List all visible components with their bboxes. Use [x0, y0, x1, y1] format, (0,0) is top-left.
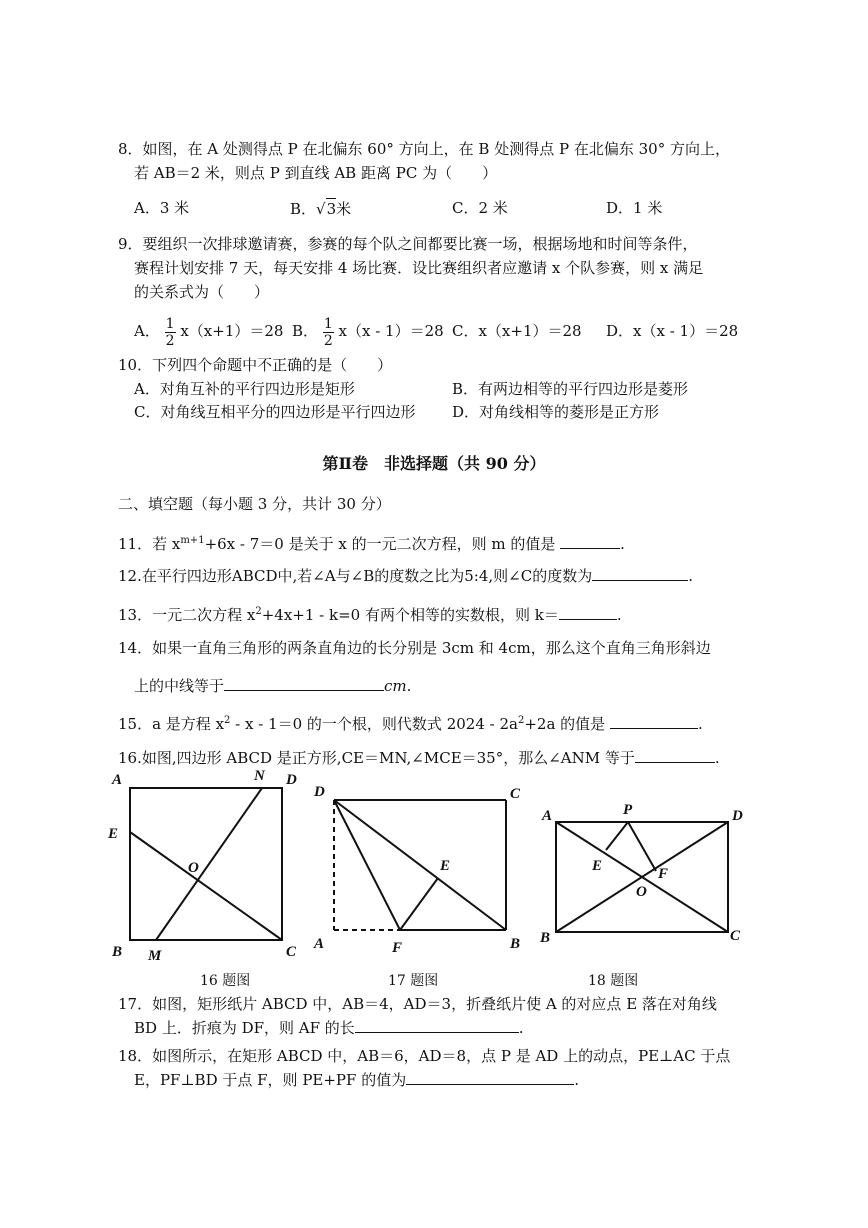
q10-option-c: C．对角线互相平分的四边形是平行四边形 [134, 403, 416, 421]
q8-option-b: B．√3米 [290, 200, 352, 218]
fig18-label-b: B [540, 930, 551, 946]
fig17-label-e: E [440, 858, 451, 874]
fig18-label-a: A [542, 808, 553, 824]
fig16-caption: 16 题图 [200, 973, 251, 989]
figure-18 [534, 794, 758, 954]
q15-answer-blank[interactable] [610, 714, 698, 729]
fig18-label-e: E [592, 858, 603, 874]
q9-b-fraction: $\frac{1}{2}$ [323, 315, 333, 349]
q9-stem-line3: 的关系式为（ ） [134, 283, 270, 301]
fig18-label-c: C [730, 928, 741, 944]
q14-line2: 上的中线等于 cm. [134, 677, 412, 695]
section-title: 第Ⅱ卷 非选择题（共 90 分） [322, 454, 546, 473]
fig16-segment-mn [156, 788, 262, 940]
q18-line2: E，PF⊥BD 于点 F，则 PE+PF 的值为 . [134, 1071, 579, 1089]
fig16-label-o: O [188, 860, 199, 876]
q9-stem-line1: 9．要组织一次排球邀请赛，参赛的每个队之间都要比赛一场，根据场地和时间等条件， [118, 235, 698, 253]
fig16-label-a: A [112, 772, 123, 788]
q10-option-a: A．对角互补的平行四边形是矩形 [134, 380, 355, 398]
q17-line2: BD 上．折痕为 DF，则 AF 的长 . [134, 1019, 524, 1037]
figure-17 [306, 776, 530, 956]
q12-answer-blank[interactable] [592, 566, 688, 581]
q8-stem-line1: 8．如图，在 A 处测得点 P 在北偏东 60° 方向上，在 B 处测得点 P 在北偏东 30° 方向上， [118, 140, 730, 158]
fig18-segment-pe [606, 822, 628, 850]
part2-title: 二、填空题（每小题 3 分，共计 30 分） [118, 495, 391, 513]
fig18-label-p: P [623, 802, 633, 818]
q8-option-c: C．2 米 [452, 199, 508, 217]
fig17-label-b: B [510, 936, 521, 952]
q10-option-b: B．有两边相等的平行四边形是菱形 [452, 380, 689, 398]
q9-option-b: B． $\frac{1}{2}$ x（x - 1）＝28 [292, 315, 444, 349]
q8-stem-line2: 若 AB＝2 米，则点 P 到直线 AB 距离 PC 为（ ） [134, 164, 498, 182]
q8-option-a: A．3 米 [134, 199, 190, 217]
q11-answer-blank[interactable] [560, 534, 620, 549]
q9-stem-line2: 赛程计划安排 7 天，每天安排 4 场比赛．设比赛组织者应邀请 x 个队参赛，则 x 满足 [134, 259, 704, 277]
fig18-segment-pf [628, 822, 656, 871]
fig17-crease-df [334, 800, 400, 930]
fig17-segment-fe [400, 878, 438, 930]
q12: 12.在平行四边形ABCD中,若∠A与∠B的度数之比为5:4,则∠C的度数为 . [118, 567, 693, 585]
fig16-label-m: M [148, 948, 162, 964]
fig18-label-f: F [658, 866, 669, 882]
q9-option-c: C．x（x+1）＝28 [452, 322, 582, 340]
q8-option-d: D．1 米 [606, 199, 663, 217]
fig17-label-f: F [392, 940, 403, 956]
q9-option-d: D．x（x - 1）＝28 [606, 322, 739, 340]
fig17-label-d: D [314, 784, 325, 800]
q18-line1: 18．如图所示，在矩形 ABCD 中，AB＝6，AD＝8，点 P 是 AD 上的动点，PE⊥AC 于点 [118, 1047, 731, 1065]
fig17-label-c: C [510, 786, 521, 802]
q15: 15．a 是方程 $x^2 - x - 1=0$ 的一个根，则代数式 $2024 - 2a^2+2a$ 的值是 . [118, 715, 703, 733]
fig16-label-d: D [286, 772, 297, 788]
q10-stem: 10．下列四个命题中不正确的是（ ） [118, 356, 393, 374]
figure-16 [104, 762, 304, 968]
q9-option-a: A． $\frac{1}{2}$ x（x+1）＝28 [134, 315, 284, 349]
q9-a-fraction: $\frac{1}{2}$ [165, 315, 175, 349]
fig17-caption: 17 题图 [388, 973, 439, 989]
q16: 16.如图,四边形 ABCD 是正方形,CE＝MN,∠MCE＝35°，那么∠ANM 等于 . [118, 749, 720, 767]
q14-answer-blank[interactable] [224, 676, 384, 691]
q16-answer-blank[interactable] [635, 748, 715, 763]
fig16-label-c: C [286, 944, 297, 960]
fig18-label-d: D [732, 808, 743, 824]
q18-answer-blank[interactable] [406, 1070, 574, 1085]
fig16-segment-ce [130, 832, 282, 940]
fig16-label-e: E [108, 826, 119, 842]
q17-line1: 17．如图，矩形纸片 ABCD 中，AB＝4，AD＝3，折叠纸片使 A 的对应点 E 落在对角线 [118, 995, 717, 1013]
fig16-square [130, 788, 282, 940]
fig18-label-o: O [636, 884, 647, 900]
fig17-label-a: A [314, 936, 325, 952]
fig16-label-n: N [254, 768, 265, 784]
fig16-label-b: B [112, 944, 123, 960]
q17-answer-blank[interactable] [355, 1018, 519, 1033]
q14-line1: 14．如果一直角三角形的两条直角边的长分别是 3cm 和 4cm，那么这个直角三角形斜边 [118, 639, 711, 657]
fig17-diagonal-db [334, 800, 506, 930]
q10-option-d: D．对角线相等的菱形是正方形 [452, 403, 660, 421]
fig18-caption: 18 题图 [588, 973, 639, 989]
q11: 11．若 $x^{m+1}+6x - 7=0$ 是关于 x 的一元二次方程，则 m 的值是 . [118, 535, 625, 553]
q13: 13．一元二次方程 $x^2+4x+1 - k=0$ 有两个相等的实数根，则 k＝ . [118, 606, 622, 624]
q13-answer-blank[interactable] [559, 605, 617, 620]
